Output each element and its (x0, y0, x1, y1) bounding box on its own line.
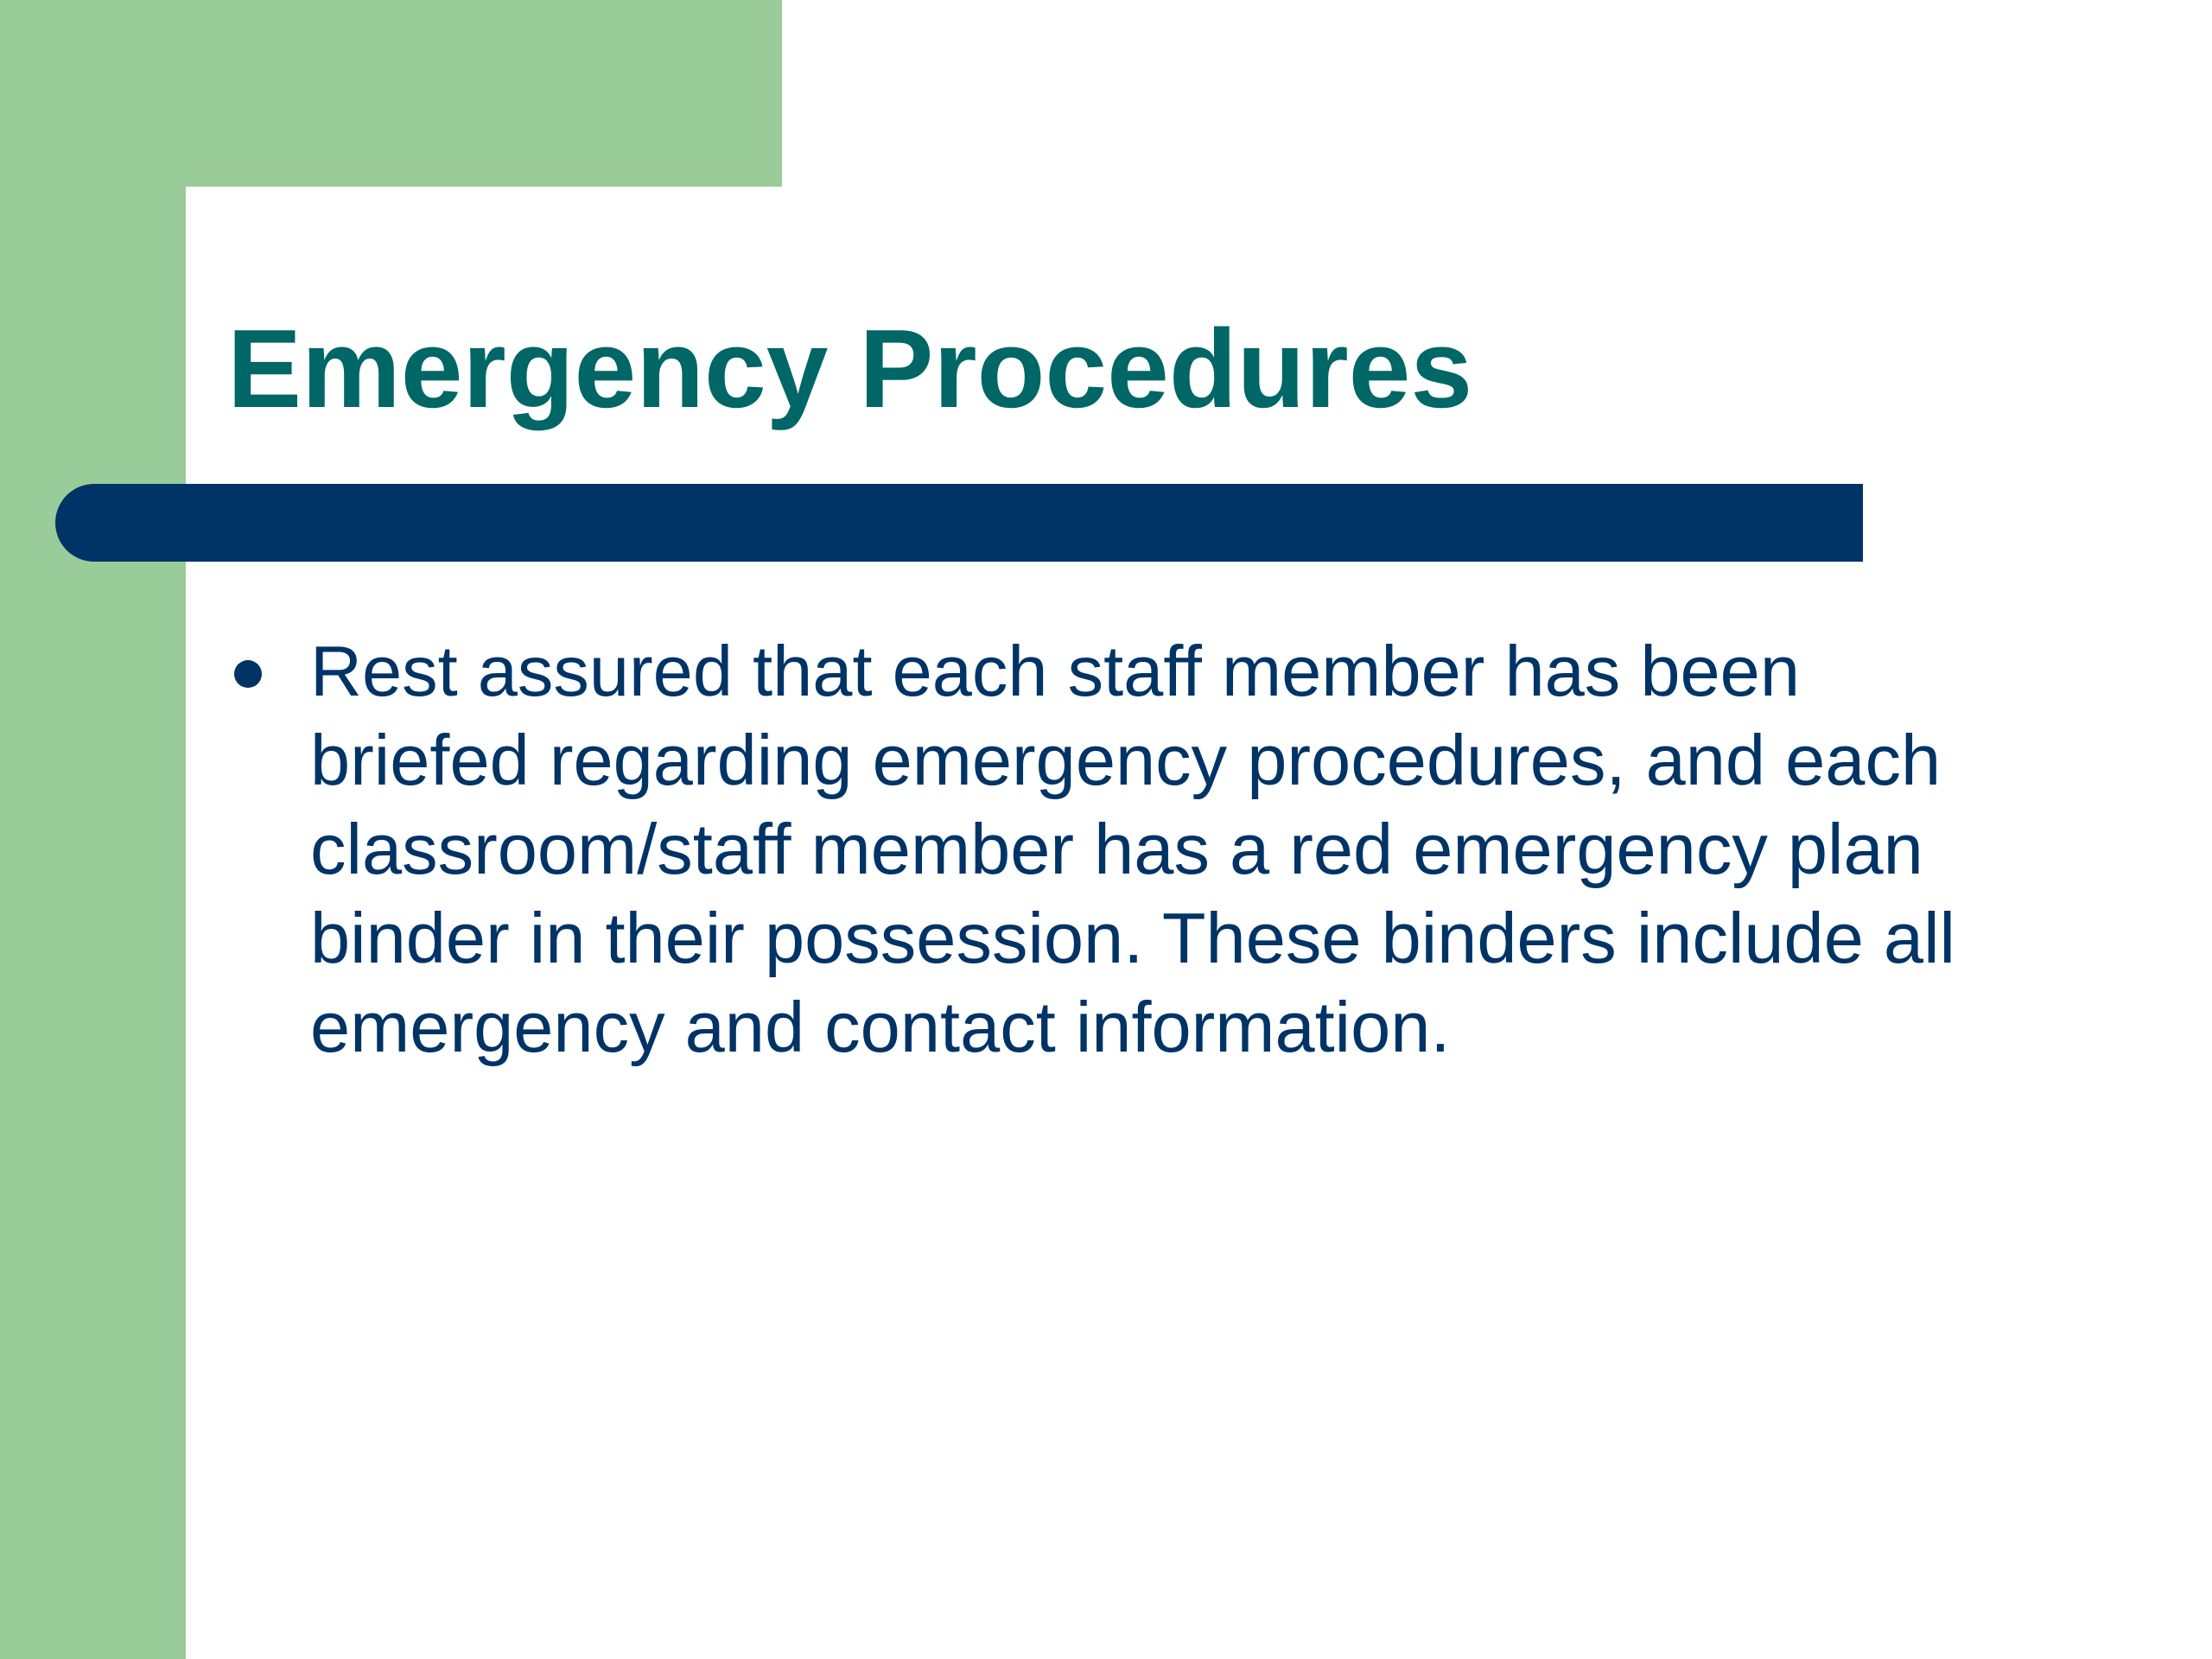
bullet-list (227, 626, 1955, 1071)
bullet-dot-icon (234, 660, 262, 688)
bullet-item (227, 626, 1955, 1071)
decorative-green-header-block (0, 0, 782, 187)
slide-title: Emergency Procedures (227, 307, 1473, 431)
title-divider-bar (55, 484, 1863, 562)
bullet-text: Rest assured that each staff member has been briefed regarding emergency procedures, and each classroom/staff member has a red emergency plan binder in their possession. These binders include all emergency and contact information. (310, 631, 1955, 1067)
decorative-green-sidebar (0, 0, 186, 1659)
